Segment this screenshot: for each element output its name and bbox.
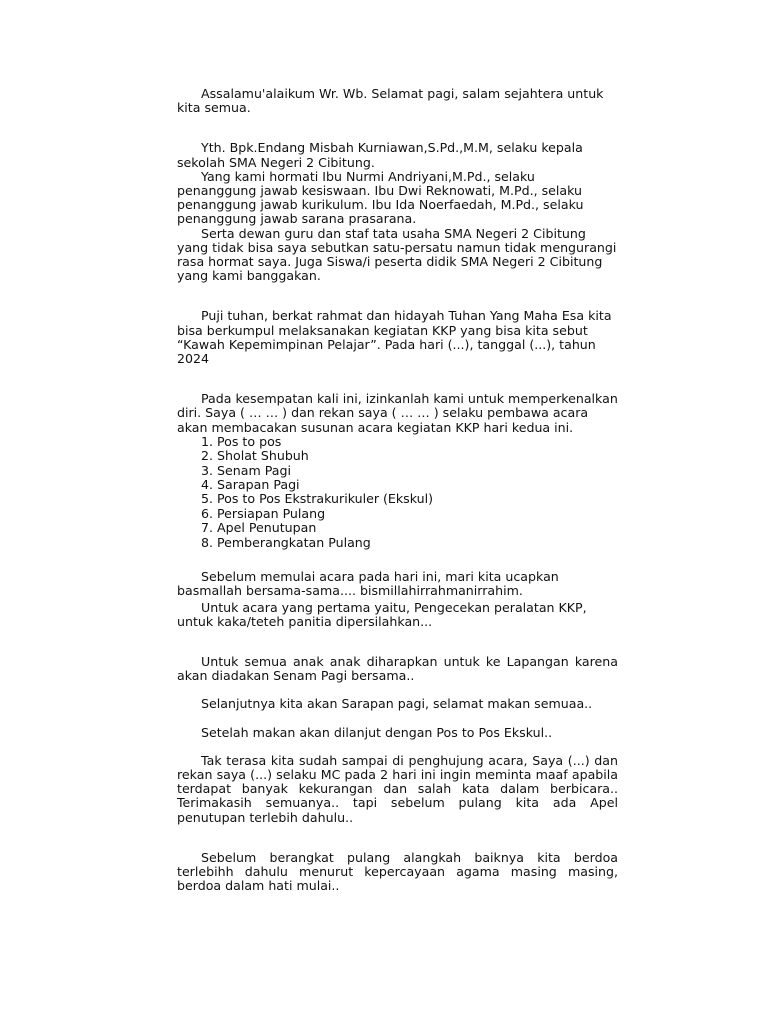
agenda-item: 6. Persiapan Pulang [201,505,326,521]
agenda-item: 2. Sholat Shubuh [201,448,309,464]
ekskul-paragraph: Setelah makan akan dilanjut dengan Pos to Pos Ekskul.. [201,724,553,740]
introduction-paragraph: Pada kesempatan kali ini, izinkanlah kami untuk memperkenalkan diri. Saya ( … … ) dan rekan saya ( … … ) selaku pembawa acara akan membacakan susunan acara kegiatan KKP hari kedua ini. [177,391,618,435]
gratitude-paragraph: Puji tuhan, berkat rahmat dan hidayah Tuhan Yang Maha Esa kita bisa berkumpul melaksanakan kegiatan KKP yang bisa kita sebut “Kawah Kepemimpinan Pelajar”. Pada hari (...), tanggal (...), tahun 2024 [177,308,612,367]
agenda-item: 4. Sarapan Pagi [201,477,300,493]
agenda-item: 3. Senam Pagi [201,462,291,478]
agenda-item: 7. Apel Penutupan [201,520,317,536]
salutation-staff: Yang kami hormati Ibu Nurmi Andriyani,M.Pd., selaku penanggung jawab kesiswaan. Ibu Dwi Reknowati, M.Pd., selaku penanggung jawab kurikulum. Ibu Ida Noerfaedah, M.Pd., selaku penanggung jawab sarana prasarana. [177,168,584,227]
opening-prayer-paragraph: Sebelum memulai acara pada hari ini, mari kita ucapkan basmallah bersama-sama.... bismillahirrahmanirrahim. [177,569,559,599]
greeting-paragraph: Assalamu'alaikum Wr. Wb. Selamat pagi, salam sejahtera untuk kita semua. [177,86,604,116]
agenda-list [177,435,618,550]
exercise-paragraph: Untuk semua anak anak diharapkan untuk ke Lapangan karena akan diadakan Senam Pagi bersama.. [177,653,618,684]
salutation-principal: Yth. Bpk.Endang Misbah Kurniawan,S.Pd.,M.M, selaku kepala sekolah SMA Negeri 2 Cibitung. [177,140,583,170]
agenda-item: 5. Pos to Pos Ekstrakurikuler (Ekskul) [201,491,434,507]
agenda-item: 8. Pemberangkatan Pulang [201,534,371,550]
agenda-item: 1. Pos to pos [201,433,282,449]
closing-apology-paragraph: Tak terasa kita sudah sampai di penghujung acara, Saya (...) dan rekan saya (...) selaku MC pada 2 hari ini ingin meminta maaf apabila terdapat banyak kekurangan dan salah kata dalam berbicara.. Terimakasih semuanya.. tapi sebelum pulang kita ada Apel penutupan terlebih dahulu.. [177,752,618,825]
first-event-paragraph: Untuk acara yang pertama yaitu, Pengecekan peralatan KKP, untuk kaka/teteh panitia dipersilahkan... [177,599,587,629]
salutation-teachers-students: Serta dewan guru dan staf tata usaha SMA Negeri 2 Cibitung yang tidak bisa saya sebutkan satu-persatu namun tidak mengurangi rasa hormat saya. Juga Siswa/i peserta didik SMA Negeri 2 Cibitung yang kami banggakan. [177,225,617,284]
closing-prayer-paragraph: Sebelum berangkat pulang alangkah baiknya kita berdoa terlebihh dahulu menurut kepercayaan agama masing masing, berdoa dalam hati mulai.. [177,849,618,894]
breakfast-paragraph: Selanjutnya kita akan Sarapan pagi, selamat makan semuaa.. [201,696,593,712]
